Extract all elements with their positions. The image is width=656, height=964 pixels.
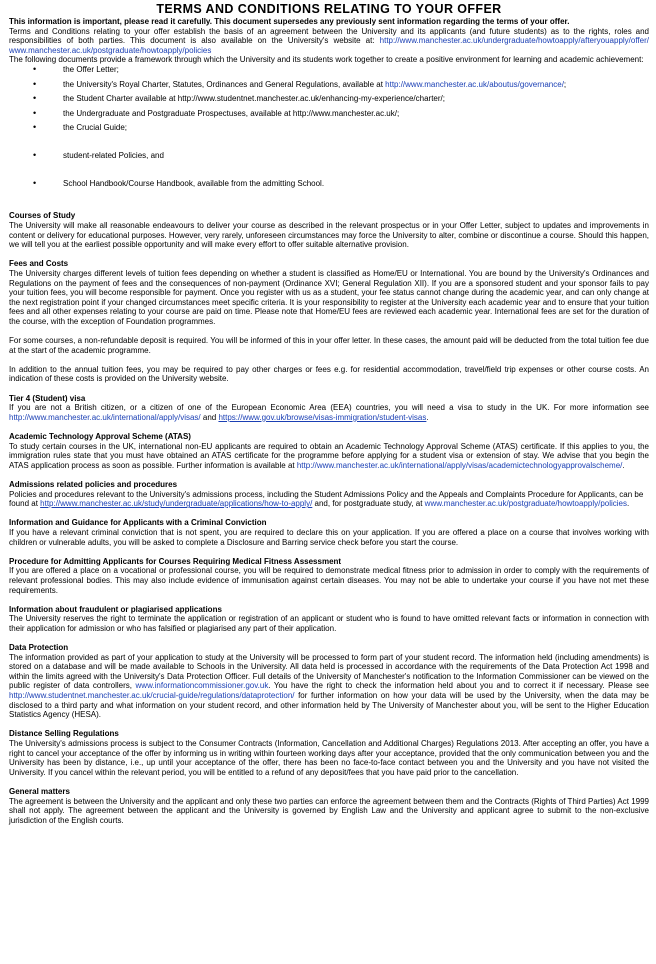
section-heading: General matters (9, 786, 70, 796)
list-item: • the Offer Letter; (9, 65, 649, 80)
how-to-apply-link[interactable]: http://www.manchester.ac.uk/study/undergraduate/applications/how-to-apply/ (40, 499, 313, 509)
intro-paragraph (9, 27, 649, 56)
list-item: • School Handbook/Course Handbook, available from the admitting School. (9, 179, 649, 207)
section-data-protection (9, 643, 649, 720)
section-body: The University reserves the right to terminate the application or registration of an applicant or student who is found to have omitted relevant facts or information in connection with their application for admission or who has falsified or plagiarised any part of their application. (9, 614, 649, 633)
section-heading: Information and Guidance for Applicants with a Criminal Conviction (9, 518, 267, 528)
list-item: • the University's Royal Charter, Statutes, Ordinances and General Regulations, available at http://www.manchester.ac.uk/aboutus/governance/; (9, 80, 649, 95)
atas-link[interactable]: http://www.manchester.ac.uk/international/apply/visas/academictechnologyapprovalscheme/ (296, 460, 623, 470)
visas-link[interactable]: http://www.manchester.ac.uk/international/apply/visas/ (9, 412, 201, 422)
section-general-matters (9, 787, 649, 825)
section-heading: Admissions related policies and procedures (9, 479, 178, 489)
section-admissions (9, 480, 649, 509)
section-body: To study certain courses in the UK, international non-EU applicants are required to obtain an Academic Technology Approval Scheme (ATAS) certificate. If this applies to you, the immigration rules state that you must have obtained an ATAS certificate for the programme before applying for a student visa or extension of stay. We advise that you begin the ATAS application process as soon as possible. Further information is available at http://www.manchester.ac.uk/international/apply/visas/academictechnologyapprovalscheme/. (9, 441, 649, 470)
section-body: If you have a relevant criminal conviction that is not spent, you are required to declare this on your application. If you are offered a place on a course that involves working with children or vulnerable adults, you will be asked to complete a Disclosure and Barring service check before you start the course. (9, 527, 649, 547)
section-fraudulent-applications (9, 605, 649, 634)
section-body: If you are offered a place on a vocational or professional course, you will be required to demonstrate medical fitness prior to admission in order to comply with the requirements of relevant professional bodies. This may also include evidence of immunisation against certain diseases. You may not be able to undertake your course if you have not met these requirements. (9, 566, 649, 595)
governance-link[interactable]: http://www.manchester.ac.uk/aboutus/governance/ (385, 79, 564, 89)
document-title: TERMS AND CONDITIONS RELATING TO YOUR OFFER (156, 2, 502, 16)
information-commissioner-link[interactable]: www.informationcommissioner.gov.uk (135, 681, 269, 691)
framework-paragraph: The following documents provide a framework through which the University and its students work together to create a positive environment for learning and academic achievement: (9, 55, 644, 65)
section-body: If you are not a British citizen, or a citizen of one of the European Economic Area (EEA) countries, you will need a visa to study in the UK. For more information see http://www.manchester.ac.uk/international/apply/visas/ and https://www.gov.uk/browse/visas-immigration/student-visas. (9, 403, 649, 422)
intro-text: Terms and Conditions relating to your offer establish the basis of an agreement between the University and its applicants (and future students) as to the rights, roles and responsibilities of both parties. This document is also available on the University's website at: (9, 26, 649, 46)
section-heading: Tier 4 (Student) visa (9, 393, 86, 403)
section-fees (9, 259, 649, 384)
section-heading: Fees and Costs (9, 259, 69, 269)
section-medical-fitness (9, 557, 649, 595)
list-item: • the Crucial Guide; (9, 123, 649, 151)
intro-notice: This information is important, please read it carefully. This document supersedes any previously sent information regarding the terms of your offer. (9, 17, 570, 26)
section-body: The University's admissions process is subject to the Consumer Contracts (Information, Cancellation and Additional Charges) Regulations 2013. After accepting an offer, you have a right to cancel your acceptance of the offer by informing us in writing within fourteen working days after your acceptance, provided that the only communication between you and the University has been by distance, i.e., up until your acceptance of the offer, there has been no face-to-face contact between you and the University and you have not visited the University. If you cancel within the relevant period, you will be entitled to a refund of any deposit/fees that you have paid prior to the cancellation. (9, 739, 649, 777)
document-page (9, 2, 649, 825)
section-distance-selling (9, 729, 649, 777)
section-tier4-visa (9, 394, 649, 423)
section-heading: Distance Selling Regulations (9, 729, 119, 739)
section-heading: Procedure for Admitting Applicants for Courses Requiring Medical Fitness Assessment (9, 556, 342, 566)
section-body: The agreement is between the University and the applicant and only these two parties can enforce the agreement between them and the Contracts (Rights of Third Parties) Act 1999 shall not apply. The agreement between the applicant and the University is governed by English Law and the University and applicant agree to submit to the non-exclusive jurisdiction of the English courts. (9, 796, 649, 825)
postgraduate-policies-link-2[interactable]: www.manchester.ac.uk/postgraduate/howtoapply/policies (424, 499, 628, 509)
section-body: In addition to the annual tuition fees, you may be required to pay other charges or fees e.g. for residential accommodation, travel/field trip expenses or other course costs. An indication of these costs is provided on the University website. (9, 364, 649, 384)
section-heading: Information about fraudulent or plagiarised applications (9, 604, 222, 614)
list-item: • the Undergraduate and Postgraduate Prospectuses, available at http://www.manchester.ac.uk/; (9, 109, 649, 124)
section-body: For some courses, a non-refundable deposit is required. You will be informed of this in your offer letter. In these cases, the amount paid will be deducted from the total tuition fee due at the start of the academic programme. (9, 336, 649, 355)
data-protection-guide-link[interactable]: http://www.studentnet.manchester.ac.uk/crucial-guide/regulations/dataprotection/ (9, 691, 295, 701)
section-heading: Academic Technology Approval Scheme (ATAS) (9, 432, 191, 441)
section-body: The information provided as part of your application to study at the University will be processed to form part of your student record. The information held (including amendments) is stored on a database and will be made available to Schools in the University. All data held is processed in accordance with the requirements of the Data Protection Act 1998 and within the limits agreed with the University's Data Protection Officer. Full details of the University of Manchester's notification to the Information Commissioner can be viewed on the public register of data controllers, www.informationcommissioner.gov.uk. You have the right to check the information held about you and to correct it if necessary. Please see http://www.studentnet.manchester.ac.uk/crucial-guide/regulations/dataprotection/ for further information on how your data will be used by the University, when the data may be disclosed to a third party and what information on your student record, and other information held by The University of Manchester about you, will be sent to the Higher Education Statistics Agency (HESA). (9, 652, 649, 720)
list-item: • student-related Policies, and (9, 151, 649, 179)
section-body: The University will make all reasonable endeavours to deliver your course as described in the relevant prospectus or in your Offer Letter, subject to updates and improvements in content or delivery for educational purposes. However, very rarely, unforeseen circumstances may force the University to alter, combine or discontinue a course. Should this happen, we will tell you at the earliest possible opportunity and will make every effort to offer suitable alternative provision. (9, 220, 649, 250)
section-heading: Data Protection (9, 643, 69, 653)
section-body: The University charges different levels of tuition fees depending on whether a student is classified as Home/EU or International. You are bound by the University's Ordinances and Regulations on the payment of fees and the consequences of non-payment (Ordinance XVI; General Regulation XII). If you are a sponsored student and your sponsor fails to pay your tuition fees, you will become responsible for payment. Once you register with us as a student, your fee status cannot change during the academic year, and can only change at the next registration point if your changed circumstances meet specific criteria. It is your responsibility to register at the University each academic year and to ensure that your tuition fees and all other expenses relating to your course are paid on time. Please note that Home/EU fees are reviewed each academic year. International fees are set for the duration of the course, with the exception of Foundation programmes. (9, 268, 649, 326)
section-courses (9, 211, 649, 249)
section-heading: Courses of Study (9, 211, 76, 221)
list-item: • the Student Charter available at http://www.studentnet.manchester.ac.uk/enhancing-my-experience/charter/; (9, 94, 649, 109)
offer-terms-link[interactable]: http://www.manchester.ac.uk/undergraduate/howtoapply/afteryouapply/offer/ (379, 36, 649, 46)
postgraduate-policies-link[interactable]: www.manchester.ac.uk/postgraduate/howtoapply/policies (9, 45, 212, 55)
framework-document-list (9, 65, 649, 207)
section-body: Policies and procedures relevant to the University's admissions process, including the Student Admissions Policy and the Appeals and Complaints Procedure for Applicants, can be found at http://www.manchester.ac.uk/study/undergraduate/applications/how-to-apply/ and, for postgraduate study, at www.manchester.ac.uk/postgraduate/howtoapply/policies. (9, 489, 644, 509)
section-criminal-conviction (9, 518, 649, 547)
section-atas (9, 432, 649, 470)
gov-student-visas-link[interactable]: https://www.gov.uk/browse/visas-immigration/student-visas (218, 412, 427, 422)
